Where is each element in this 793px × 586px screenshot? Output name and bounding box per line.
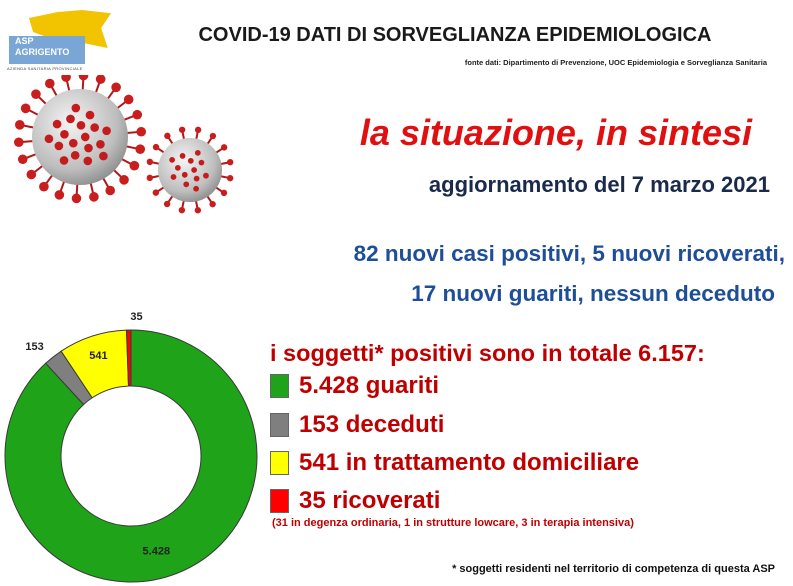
legend-item-domiciliare	[270, 448, 639, 478]
legend-item-guariti	[270, 371, 439, 401]
logo-subtitle: AZIENDA SANITARIA PROVINCIALE	[7, 66, 83, 71]
legend-swatch-yellow	[270, 451, 289, 475]
summary-title: la situazione, in sintesi	[359, 112, 752, 153]
donut-data-label: 541	[89, 350, 108, 363]
donut-data-label: 35	[130, 312, 143, 324]
donut-data-label: 153	[25, 340, 44, 353]
headline-new-cases: 82 nuovi casi positivi, 5 nuovi ricoverati,	[353, 241, 785, 266]
page-title: COVID-19 DATI DI SORVEGLIANZA EPIDEMIOLOGICA	[198, 24, 712, 46]
legend-label: 541 in trattamento domiciliare	[299, 449, 640, 476]
legend-swatch-green	[270, 374, 289, 398]
total-positive-line: i soggetti* positivi sono in totale 6.157:	[270, 340, 705, 366]
legend-label: 35 ricoverati	[299, 487, 441, 514]
coronavirus-illustration	[5, 75, 245, 225]
legend-item-deceduti	[270, 410, 444, 440]
legend-label: 5.428 guariti	[299, 372, 440, 399]
logo-line2: AGRIGENTO	[15, 47, 70, 57]
legend-swatch-grey	[270, 413, 289, 437]
donut-data-label: 5.428	[142, 545, 171, 558]
headline-recovered: 17 nuovi guariti, nessun deceduto	[411, 281, 775, 306]
legend-item-ricoverati	[270, 486, 440, 516]
update-date: aggiornamento del 7 marzo 2021	[428, 172, 770, 197]
ricoverati-detail-note: (31 in degenza ordinaria, 1 in strutture lowcare, 3 in terapia intensiva)	[272, 517, 634, 529]
footnote: * soggetti residenti nel territorio di competenza di questa ASP	[452, 563, 775, 575]
coronavirus-icon	[14, 75, 146, 203]
legend-swatch-red	[270, 489, 289, 513]
coronavirus-icon	[147, 127, 234, 214]
donut-chart	[0, 312, 262, 584]
asp-agrigento-logo	[3, 6, 113, 70]
data-source-note: fonte dati: Dipartimento di Prevenzione, UOC Epidemiologia e Sorveglianza Sanitaria	[464, 58, 767, 67]
logo-line1: ASP	[15, 36, 34, 46]
legend-label: 153 deceduti	[299, 411, 445, 438]
